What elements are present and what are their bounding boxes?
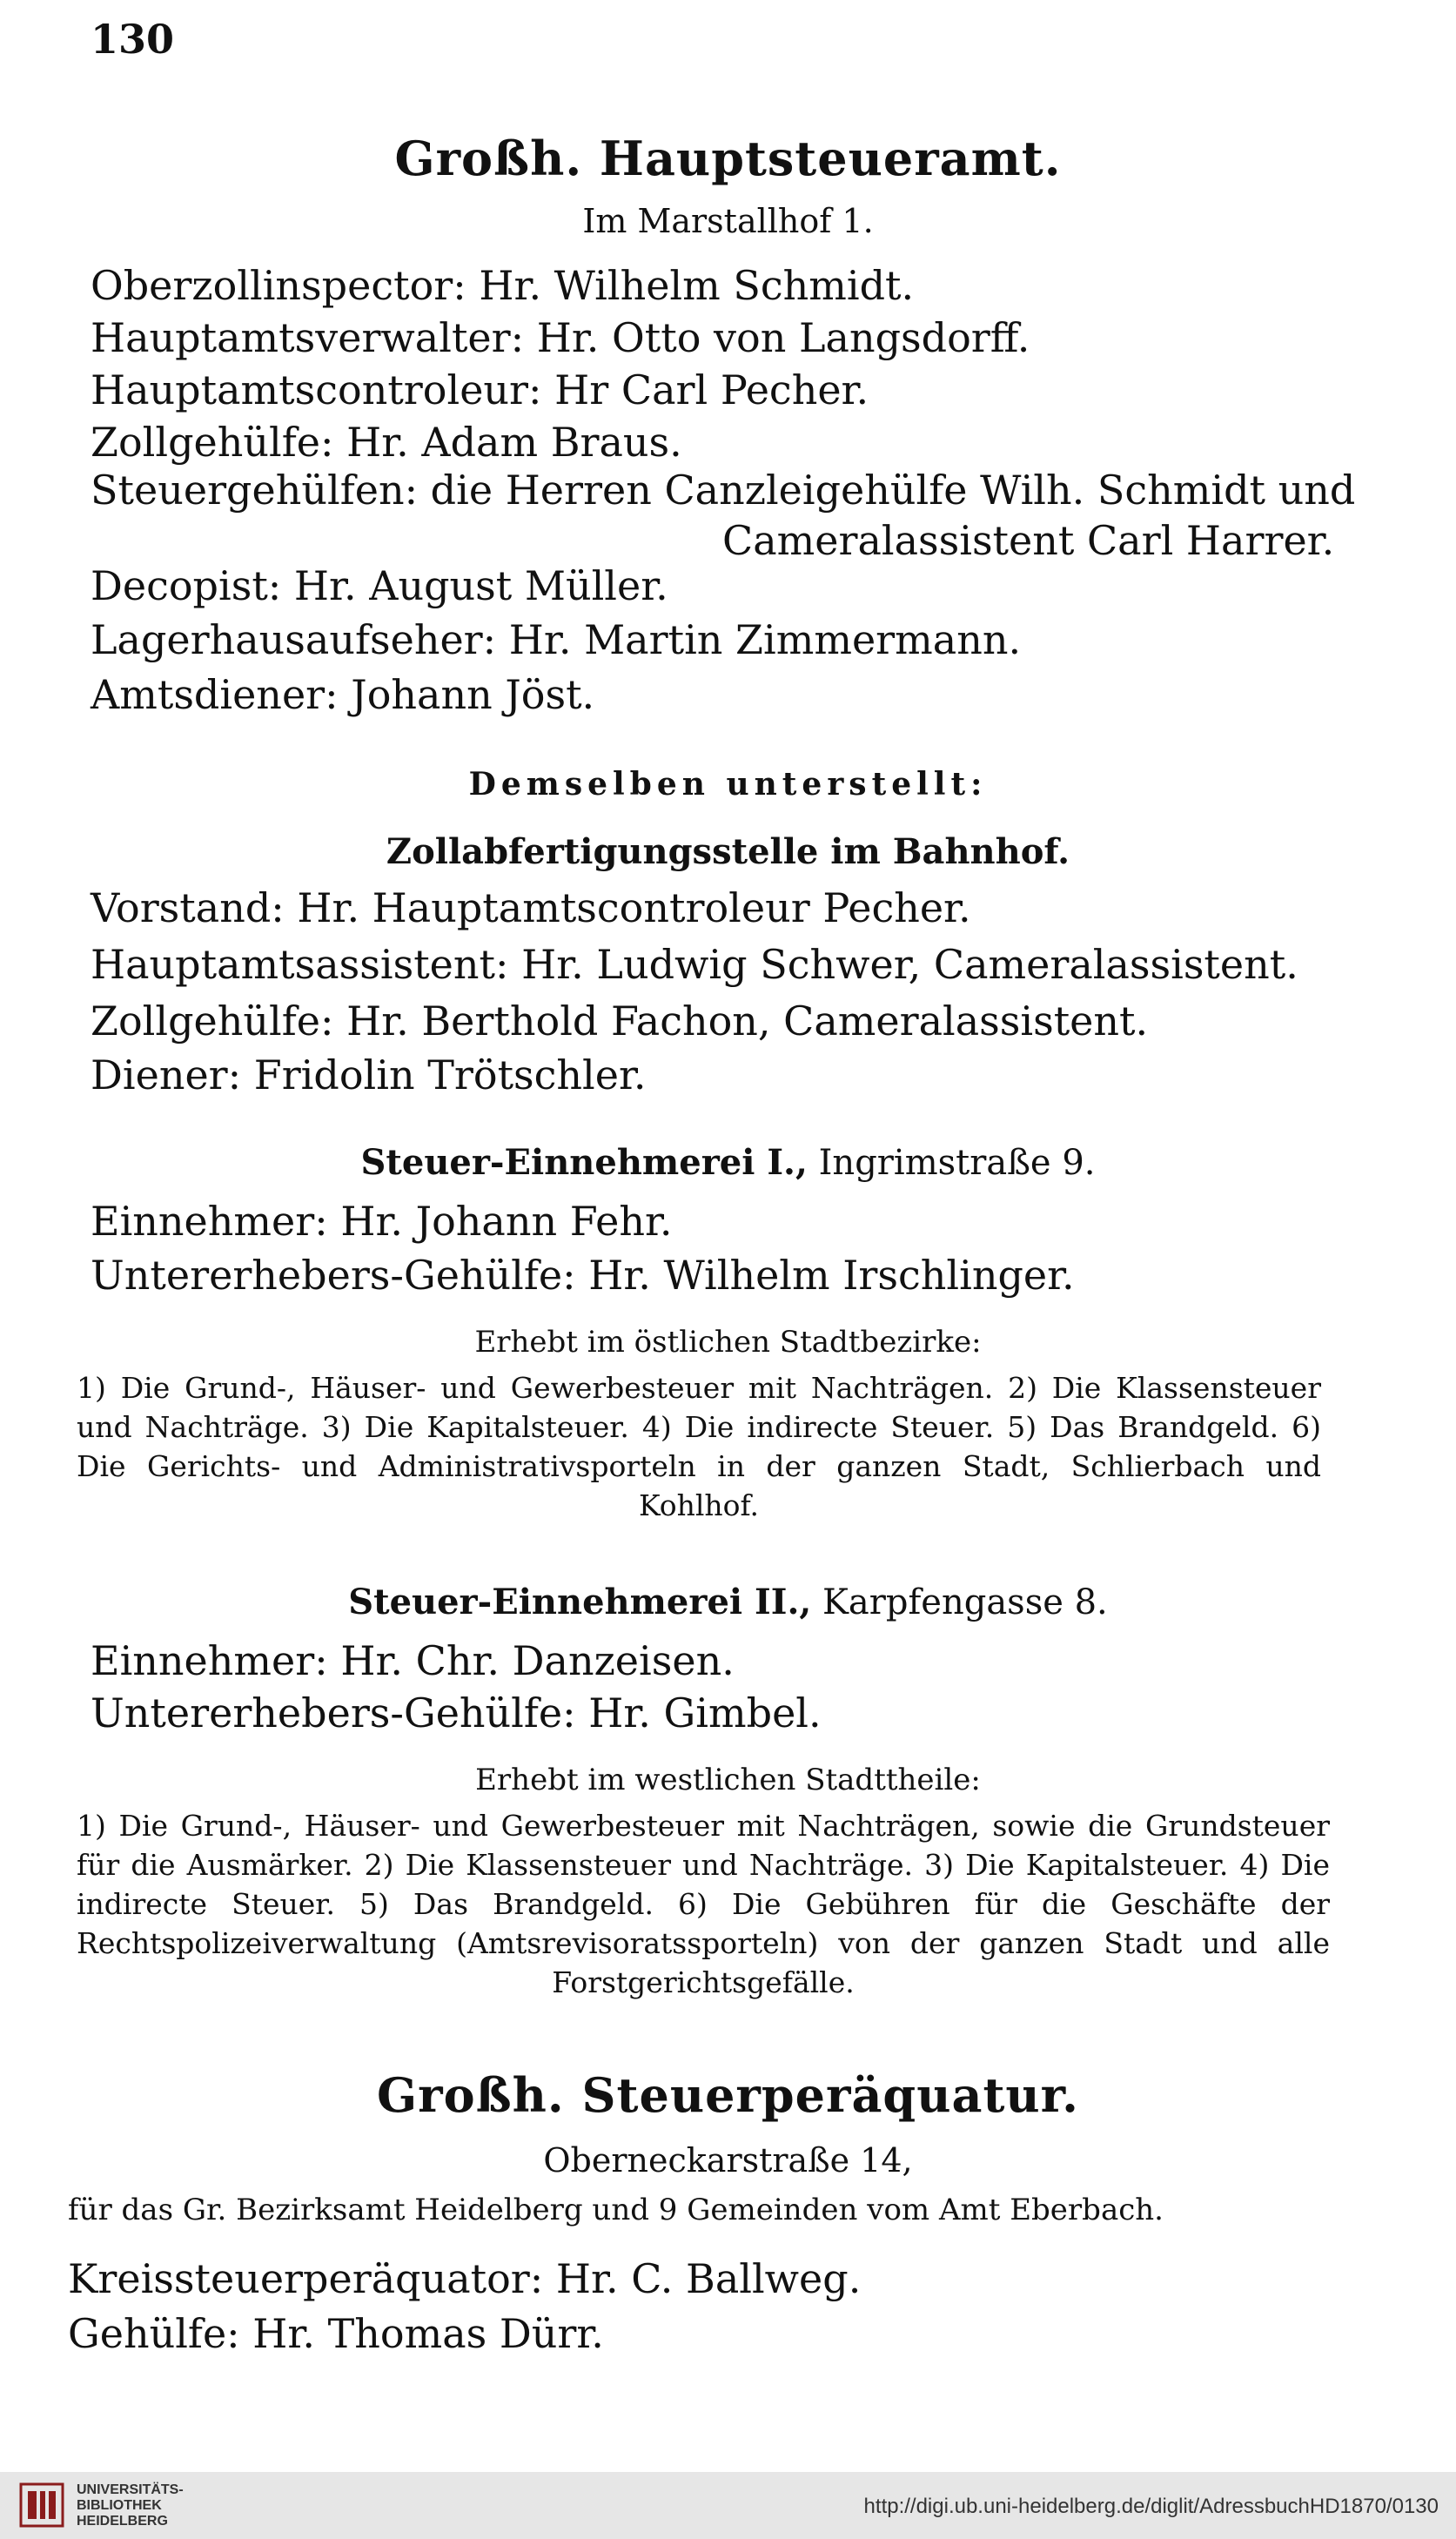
section-address: Oberneckarstraße 14, [543, 2141, 913, 2180]
section-address: Im Marstallhof 1. [582, 202, 874, 240]
duties-paragraph: 1) Die Grund-, Häuser- und Gewerbesteuer mit Nachträgen, sowie die Grundsteuer für die Ausmärker. 2) Die Klassensteuer und Nachträge. 3) Die Kapitalsteuer. 4) Die indirecte Steuer. 5) Das Brandgeld. 6) Die Gebühren für die Geschäfte der Rechtspolizeiverwaltung (Amtsrevisoratssporteln) von der ganzen Stadt und alle Forstgerichtsgefälle. [77, 1809, 1330, 1999]
entry-line: Einnehmer: Hr. Chr. Danzeisen. [91, 1637, 735, 1684]
office-title: Steuer-Einnehmerei I., [360, 1142, 808, 1183]
office-address: Karpfengasse 8. [822, 1582, 1108, 1622]
entry-line: Einnehmer: Hr. Johann Fehr. [91, 1198, 673, 1245]
footer-bar [0, 2472, 1456, 2539]
entry-line: Decopist: Hr. August Müller. [91, 562, 668, 609]
entry-line: Zollgehülfe: Hr. Adam Braus. [91, 419, 682, 466]
duties-paragraph: 1) Die Grund-, Häuser- und Gewerbesteuer mit Nachträgen. 2) Die Klassensteuer und Nachträge. 3) Die Kapitalsteuer. 4) Die indirecte Steuer. 5) Das Brandgeld. 6) Die Gerichts- und Administrativsporteln in der ganzen Stadt, Schlierbach und Kohlhof. [77, 1371, 1321, 1522]
scope-line: für das Gr. Bezirksamt Heidelberg und 9 Gemeinden vom Amt Eberbach. [68, 2193, 1164, 2227]
entry-line: Oberzollinspector: Hr. Wilhelm Schmidt. [91, 262, 915, 309]
entry-line: Diener: Fridolin Trötschler. [91, 1051, 647, 1098]
entry-line: Kreissteuerperäquator: Hr. C. Ballweg. [68, 2255, 862, 2302]
library-logo-icon [19, 2482, 64, 2528]
office-title: Steuer-Einnehmerei II., [348, 1582, 812, 1622]
subordinate-label: Demselben unterstellt: [468, 766, 988, 803]
section-title-hauptsteueramt: Großh. Hauptsteueramt. [394, 131, 1062, 186]
library-logo-text: UNIVERSITÄTS- BIBLIOTHEK HEIDELBERG [77, 2482, 184, 2529]
entry-line: Hauptamtscontroleur: Hr Carl Pecher. [91, 366, 869, 413]
entry-line: Gehülfe: Hr. Thomas Dürr. [68, 2310, 604, 2357]
collects-label: Erhebt im westlichen Stadttheile: [475, 1763, 981, 1797]
page-number: 130 [91, 16, 175, 63]
entry-line: Zollgehülfe: Hr. Berthold Fachon, Cameralassistent. [91, 997, 1149, 1044]
entry-line: Hauptamtsassistent: Hr. Ludwig Schwer, Cameralassistent. [91, 941, 1298, 988]
office-heading [0, 1142, 1456, 1183]
office-heading [0, 1582, 1456, 1622]
entry-line: Vorstand: Hr. Hauptamtscontroleur Pecher. [91, 884, 971, 931]
source-url-link[interactable]: http://digi.ub.uni-heidelberg.de/diglit/AdressbuchHD1870/0130 [863, 2495, 1439, 2518]
entry-line: Untererhebers-Gehülfe: Hr. Wilhelm Irschlinger. [91, 1252, 1075, 1299]
subsection-title-zollabfertigung: Zollabfertigungsstelle im Bahnhof. [386, 831, 1070, 872]
entry-line: Hauptamtsverwalter: Hr. Otto von Langsdorff. [91, 314, 1030, 361]
entry-line: Lagerhausaufseher: Hr. Martin Zimmermann. [91, 616, 1022, 663]
office-address: Ingrimstraße 9. [818, 1143, 1096, 1183]
section-title-steuerperaequatur: Großh. Steuerperäquatur. [377, 2067, 1079, 2123]
entry-line: Cameralassistent Carl Harrer. [722, 517, 1335, 564]
entry-line: Amtsdiener: Johann Jöst. [91, 671, 595, 718]
collects-label: Erhebt im östlichen Stadtbezirke: [474, 1325, 982, 1360]
entry-line: Untererhebers-Gehülfe: Hr. Gimbel. [91, 1689, 822, 1736]
entry-line: Steuergehülfen: die Herren Canzleigehülfe Wilh. Schmidt und [91, 467, 1356, 514]
